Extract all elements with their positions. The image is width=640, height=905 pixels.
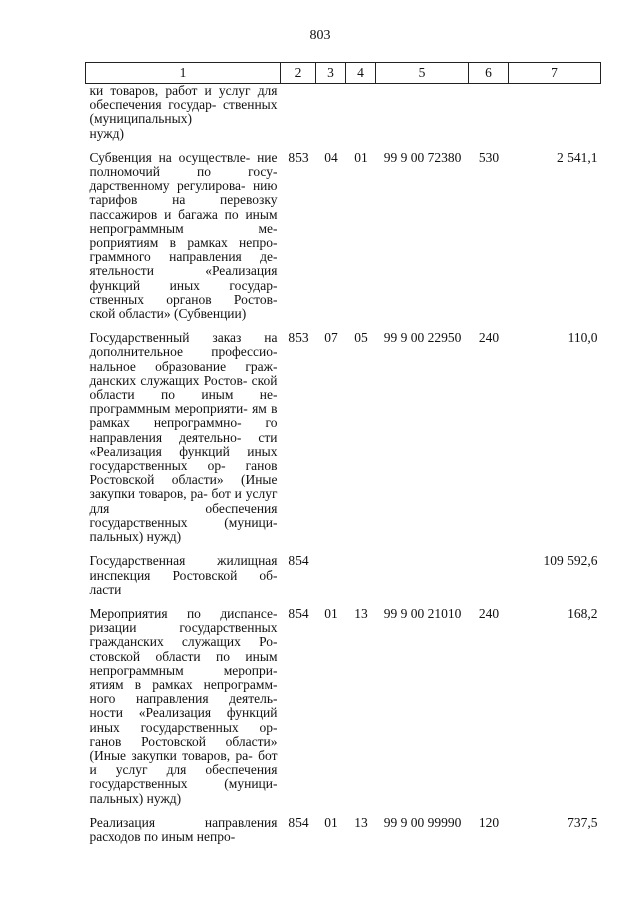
table-row — [86, 554, 601, 597]
description-line: ской области» (Субвенции) — [89, 306, 247, 322]
description-line: ного направления деятель- — [89, 691, 278, 707]
cell-type: 240 — [478, 330, 500, 346]
description-line: нужд) — [89, 125, 124, 141]
cell-subsection: 13 — [354, 814, 368, 830]
table-row — [86, 151, 601, 321]
budget-table — [85, 62, 601, 844]
column-header: 5 — [376, 63, 469, 84]
description-line: программным мероприяти- — [89, 401, 248, 417]
description-line: сти «Реализация функций — [89, 429, 278, 459]
cell-target: 99 9 00 99990 — [383, 814, 462, 830]
description-line: нию тарифов на перевозку — [89, 178, 278, 208]
description-line: функций иных государ- — [89, 277, 278, 293]
description-line: (Иные закупки товаров, ра- — [89, 472, 278, 502]
cell-target: 99 9 00 72380 — [383, 149, 462, 165]
cell-subsection: 13 — [354, 605, 368, 621]
cell-section: 04 — [324, 149, 338, 165]
description-line: ности «Реализация функций — [89, 705, 278, 721]
description-line: ской области по иным не- — [89, 372, 278, 403]
description-line: дополнительное профессио- — [89, 344, 278, 360]
cell-section: 01 — [324, 605, 338, 621]
row-description — [86, 554, 281, 597]
cell-code — [281, 84, 316, 141]
cell-section — [316, 554, 346, 597]
description-line: Государственный заказ на — [89, 330, 278, 346]
table-row — [86, 84, 601, 141]
cell-type — [469, 554, 509, 597]
description-line: граммного направления де- — [89, 249, 278, 265]
description-line: Государственная жилищная — [89, 553, 278, 569]
description-line: ние полномочий по госу- — [89, 149, 278, 180]
description-line: иным непрограммным ме- — [89, 206, 278, 236]
description-line: Реализация направления — [89, 814, 278, 830]
description-line: пальных) нужд) — [89, 790, 182, 806]
row-description — [86, 816, 281, 844]
description-line: ятиям в рамках непрограмм- — [89, 676, 278, 692]
description-line: ственных (муниципальных) — [89, 97, 278, 127]
column-header: 1 — [86, 63, 281, 84]
cell-type: 240 — [478, 605, 500, 621]
description-line: ласти — [89, 581, 122, 597]
description-line: го направления деятельно- — [89, 415, 278, 445]
cell-amount: 2 541,1 — [557, 149, 598, 165]
cell-code: 854 — [288, 814, 309, 830]
cell-subsection: 05 — [354, 330, 368, 346]
cell-amount: 109 592,6 — [543, 553, 598, 569]
description-line: данских служащих Ростов- — [89, 372, 248, 388]
description-line: Мероприятия по диспансе- — [89, 605, 278, 621]
table-body — [86, 84, 601, 845]
row-description — [86, 84, 281, 141]
cell-target — [376, 554, 469, 597]
description-line: государственных (муници- — [89, 514, 278, 530]
table-row — [86, 816, 601, 844]
table-row — [86, 331, 601, 544]
description-line: пальных) нужд) — [89, 529, 182, 545]
column-header: 6 — [469, 63, 509, 84]
description-line: ственных органов Ростов- — [89, 291, 278, 307]
row-description — [86, 331, 281, 544]
table-row — [86, 607, 601, 806]
cell-type: 120 — [478, 814, 500, 830]
description-line: иных государственных ор- — [89, 719, 278, 735]
cell-section: 01 — [324, 814, 338, 830]
description-line: (Иные закупки товаров, ра- — [89, 747, 253, 763]
description-line: бот и услуг для обеспечения — [89, 747, 278, 778]
description-line: ки товаров, работ и услуг — [89, 83, 251, 98]
description-line: нальное образование граж- — [89, 358, 278, 374]
description-line: Субвенция на осуществле- — [89, 149, 251, 165]
cell-target — [376, 84, 469, 141]
description-line: пассажиров и багажа по — [89, 206, 239, 222]
description-line: иных государственных ор- — [89, 443, 278, 474]
cell-target: 99 9 00 22950 — [383, 330, 462, 346]
column-header: 4 — [346, 63, 376, 84]
page-number: 803 — [309, 28, 331, 43]
column-header: 7 — [509, 63, 601, 84]
cell-subsection — [346, 554, 376, 597]
cell-subsection: 01 — [354, 149, 368, 165]
description-line: ризации государственных — [89, 620, 278, 636]
description-line: инспекция Ростовской об- — [89, 567, 278, 583]
column-header: 3 — [316, 63, 346, 84]
description-line: расходов по иным непро- — [89, 828, 236, 844]
cell-code: 853 — [288, 330, 309, 346]
table-header-row — [86, 63, 601, 84]
cell-amount — [509, 84, 601, 141]
description-line: дарственному регулирова- — [89, 178, 246, 194]
description-line: роприятиям в рамках непро- — [89, 235, 278, 251]
cell-type: 530 — [478, 149, 500, 165]
cell-type — [469, 84, 509, 141]
cell-code: 854 — [288, 553, 309, 569]
cell-amount: 737,5 — [567, 814, 598, 830]
description-line: ям в рамках непрограммно- — [89, 401, 278, 431]
row-description — [86, 151, 281, 321]
description-line: гражданских служащих Ро- — [89, 634, 278, 650]
cell-section — [316, 84, 346, 141]
description-line: государственных (муници- — [89, 776, 278, 792]
description-line: ятельности «Реализация — [89, 263, 278, 279]
description-line: бот и услуг для обеспечения — [89, 486, 278, 516]
cell-code: 853 — [288, 149, 309, 165]
cell-target: 99 9 00 21010 — [383, 605, 462, 621]
description-line: для обеспечения государ- — [89, 83, 278, 113]
description-line: непрограммным меропри- — [89, 662, 278, 678]
cell-subsection — [346, 84, 376, 141]
description-line: ганов Ростовской области» — [89, 733, 278, 749]
cell-section: 07 — [324, 330, 338, 346]
cell-code: 854 — [288, 605, 309, 621]
cell-amount: 110,0 — [567, 330, 598, 346]
description-line: стовской области по иным — [89, 648, 278, 664]
column-header: 2 — [281, 63, 316, 84]
cell-amount: 168,2 — [567, 605, 598, 621]
row-description — [86, 607, 281, 806]
description-line: ганов Ростовской области» — [89, 458, 278, 488]
